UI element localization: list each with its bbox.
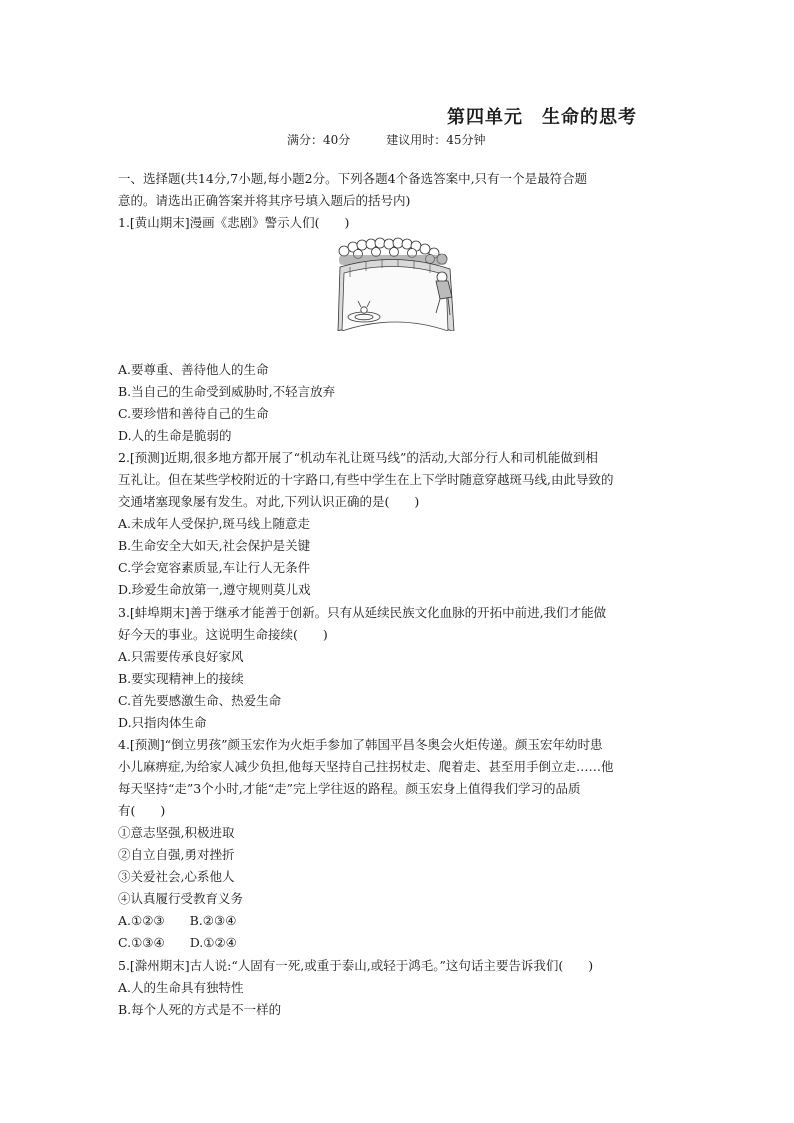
q5-option-a: A.人的生命具有独特性 (118, 980, 244, 995)
question-1-stem: 1.[黄山期末]漫画《悲剧》警示人们( ) (118, 215, 350, 230)
q2-option-a: A.未成年人受保护,斑马线上随意走 (118, 516, 310, 531)
q4-statement-1: ①意志坚强,积极进取 (118, 825, 235, 840)
q3-option-d: D.只指肉体生命 (118, 715, 207, 730)
q4-options-cd: C.①③④ D.①②④ (118, 935, 237, 950)
q5-option-b: B.每个人死的方式是不一样的 (118, 1002, 282, 1017)
section-instructions-line-2: 意的。请选出正确答案并将其序号填入题后的括号内) (118, 193, 411, 208)
suggested-time: 建议用时：45分钟 (386, 133, 486, 147)
question-4-stem-line-1: 4.[预测]“倒立男孩”颜玉宏作为火炬手参加了韩国平昌冬奥会火炬传递。颜玉宏年幼时患 (118, 737, 603, 752)
q2-option-b: B.生命安全大如天,社会保护是关键 (118, 538, 311, 553)
question-4-stem-line-4: 有( ) (118, 803, 166, 818)
unit-title: 第四单元 生命的思考 (447, 107, 637, 128)
q2-option-c: C.学会宽容素质显,车让行人无条件 (118, 560, 311, 575)
q2-option-d: D.珍爱生命放第一,遵守规则莫儿戏 (118, 582, 311, 597)
question-4-stem-line-2: 小儿麻痹症,为给家人减少负担,他每天坚持自己拄拐杖走、爬着走、甚至用手倒立走……他 (118, 759, 614, 774)
question-2-stem-line-2: 互礼让。但在某些学校附近的十字路口,有些中学生在上下学时随意穿越斑马线,由此导致的 (118, 472, 614, 487)
question-3-stem-line-2: 好今天的事业。这说明生命接续( ) (118, 627, 328, 642)
q4-statement-3: ③关爱社会,心系他人 (118, 869, 235, 884)
q3-option-a: A.只需要传承良好家风 (118, 649, 244, 664)
q1-option-a: A.要尊重、善待他人的生命 (118, 362, 269, 377)
full-score: 满分：40分 (287, 133, 351, 147)
q3-option-b: B.要实现精神上的接续 (118, 671, 244, 686)
q1-option-c: C.要珍惜和善待自己的生命 (118, 406, 269, 421)
cartoon-tragedy-illustration (336, 237, 456, 331)
section-instructions-line-1: 一、选择题(共14分,7小题,每小题2分。下列各题4个备选答案中,只有一个是最符合题 (118, 171, 588, 186)
q4-statement-4: ④认真履行受教育义务 (118, 891, 244, 906)
q1-option-b: B.当自己的生命受到威胁时,不轻言放弃 (118, 384, 336, 399)
question-2-stem-line-1: 2.[预测]近期,很多地方都开展了“机动车礼让斑马线”的活动,大部分行人和司机能做到相 (118, 450, 598, 465)
exam-info (287, 131, 486, 148)
q3-option-c: C.首先要感激生命、热爱生命 (118, 693, 282, 708)
question-3-stem-line-1: 3.[蚌埠期末]善于继承才能善于创新。只有从延续民族文化血脉的开拓中前进,我们才能做 (118, 605, 607, 620)
q4-options-ab: A.①②③ B.②③④ (118, 913, 237, 928)
question-5-stem: 5.[滁州期末]古人说:“人固有一死,或重于泰山,或轻于鸿毛。”这句话主要告诉我们( ) (118, 958, 594, 973)
q4-statement-2: ②自立自强,勇对挫折 (118, 847, 235, 862)
question-4-stem-line-3: 每天坚持“走”3个小时,才能“走”完上学往返的路程。颜玉宏身上值得我们学习的品质 (118, 781, 581, 796)
q1-option-d: D.人的生命是脆弱的 (118, 428, 232, 443)
question-2-stem-line-3: 交通堵塞现象屡有发生。对此,下列认识正确的是( ) (118, 494, 420, 509)
